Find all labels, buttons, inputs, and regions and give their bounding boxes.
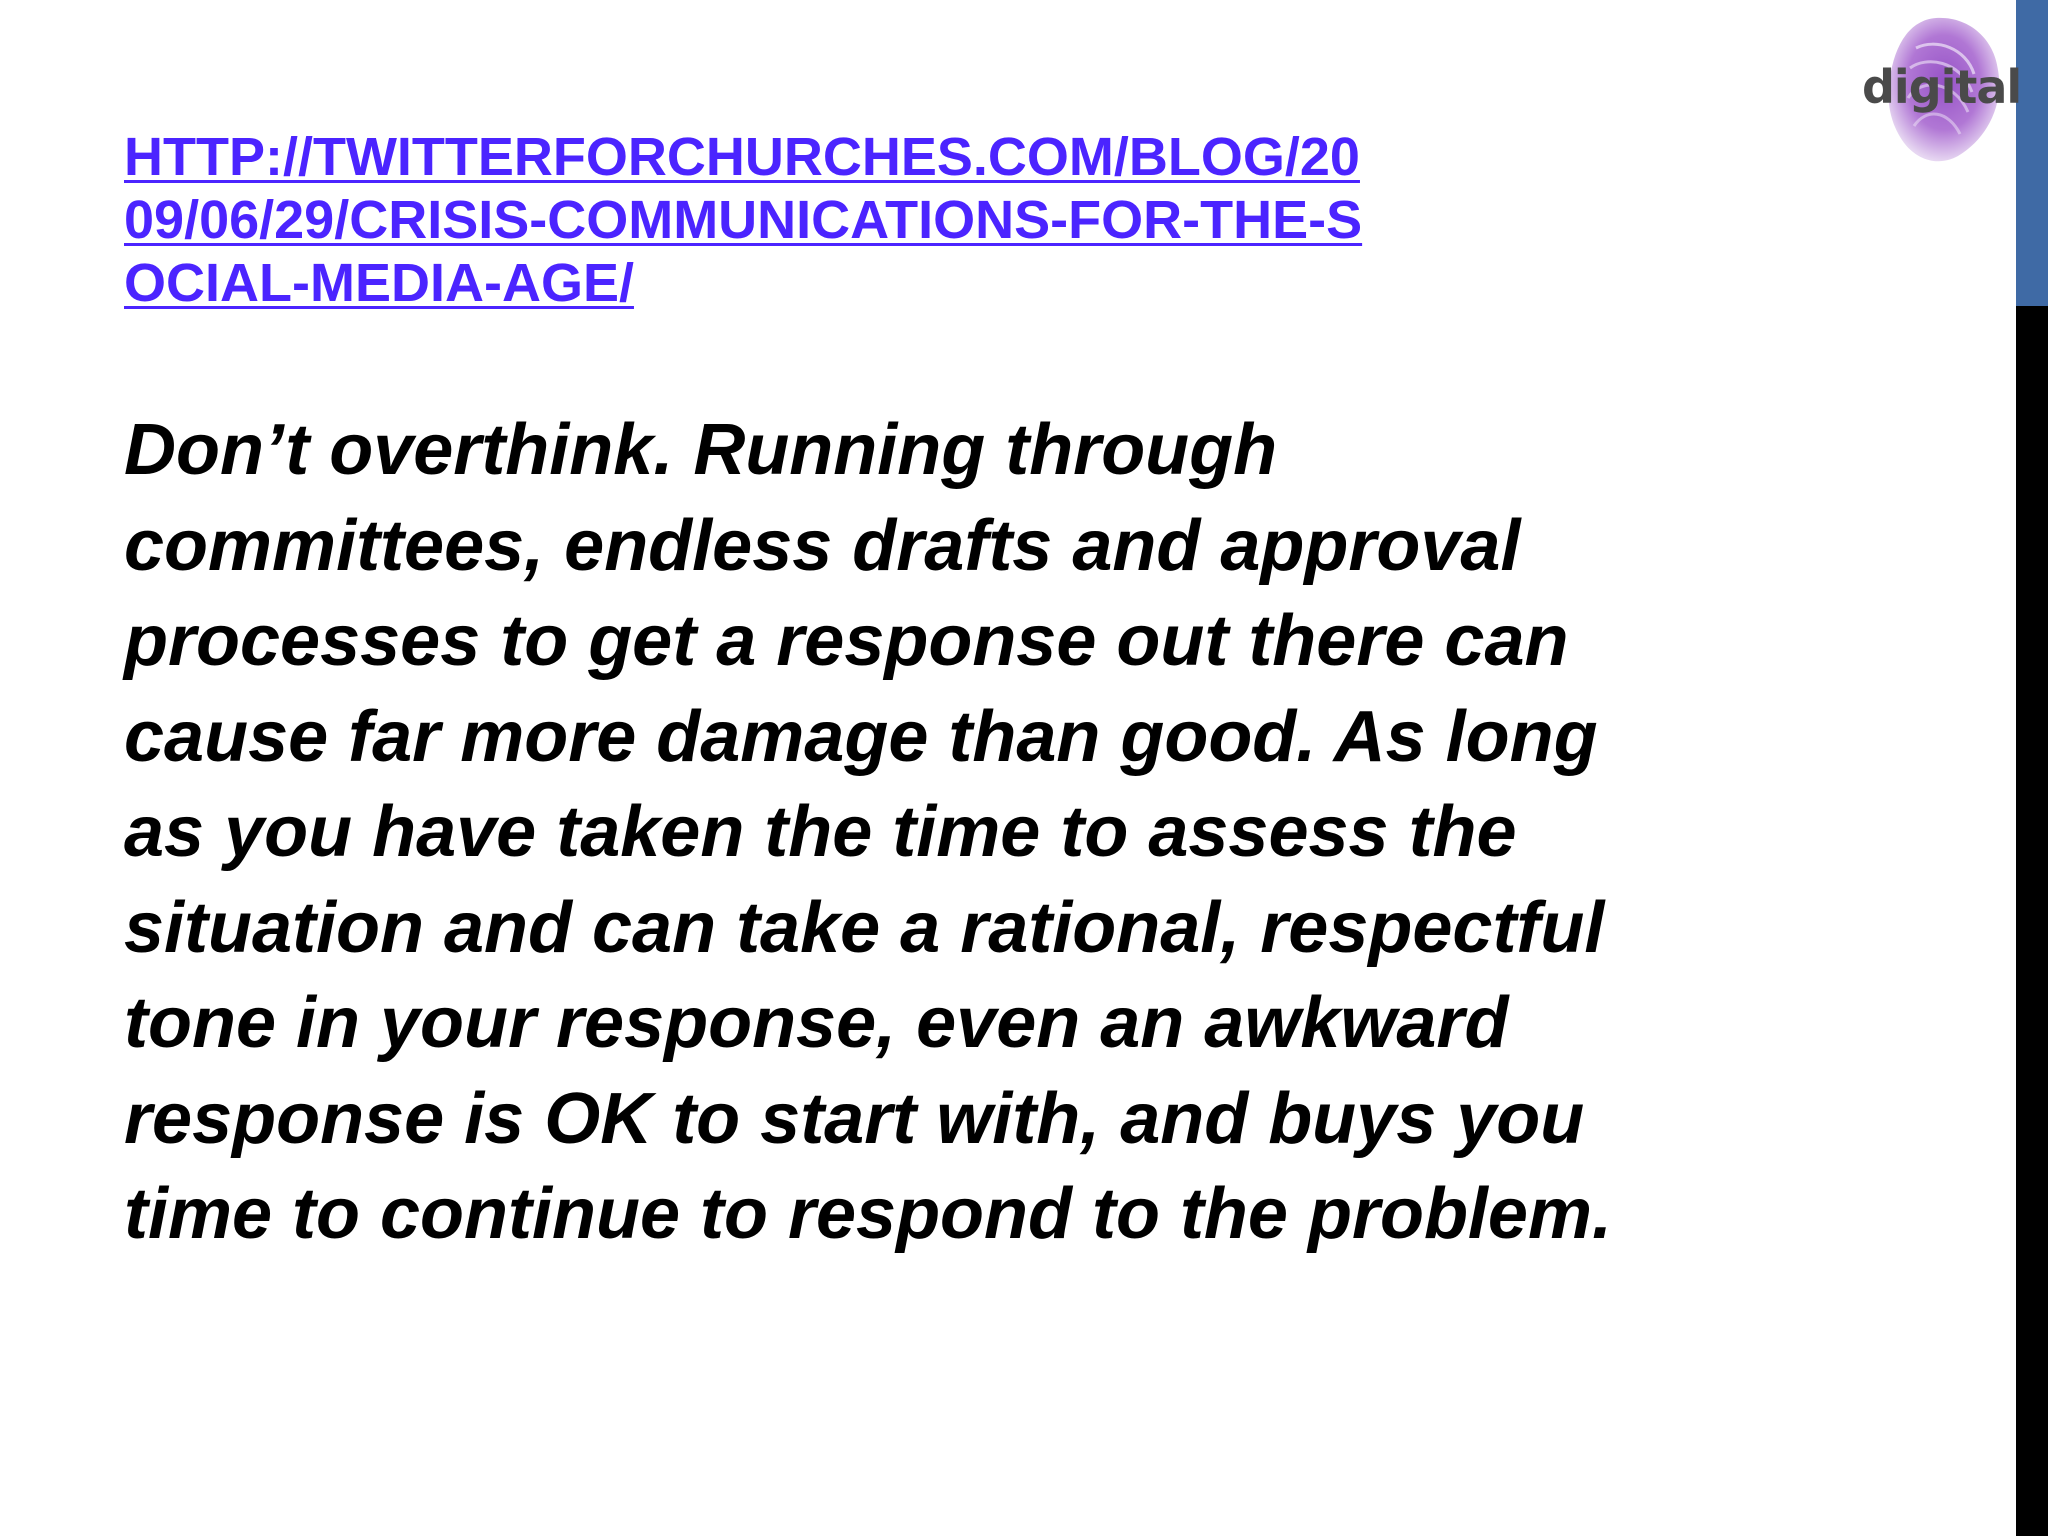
body-line: response is OK to start with, and buys you bbox=[124, 1078, 1585, 1159]
body-line: time to continue to respond to the problem. bbox=[124, 1174, 1612, 1254]
body-quote bbox=[124, 403, 1824, 1263]
body-line: cause far more damage than good. As long bbox=[124, 696, 1598, 777]
digital-logo bbox=[1856, 8, 2022, 168]
body-line: Don’t overthink. Running through bbox=[124, 410, 1278, 490]
side-bar-accent bbox=[2016, 0, 2048, 306]
body-line: as you have taken the time to assess the bbox=[124, 792, 1517, 872]
body-line: processes to get a response out there can bbox=[124, 601, 1569, 681]
body-line: situation and can take a rational, respectful bbox=[124, 887, 1605, 968]
title-url-link[interactable]: HTTP://TWITTERFORCHURCHES.COM/BLOG/2009/06/29/CRISIS-COMMUNICATIONS-FOR-THE-SOCIAL-MEDIA-AGE/ bbox=[124, 127, 1363, 313]
body-line: tone in your response, even an awkward bbox=[124, 983, 1509, 1063]
body-line: committees, endless drafts and approval bbox=[124, 505, 1521, 586]
logo-text: digital bbox=[1862, 60, 2022, 114]
